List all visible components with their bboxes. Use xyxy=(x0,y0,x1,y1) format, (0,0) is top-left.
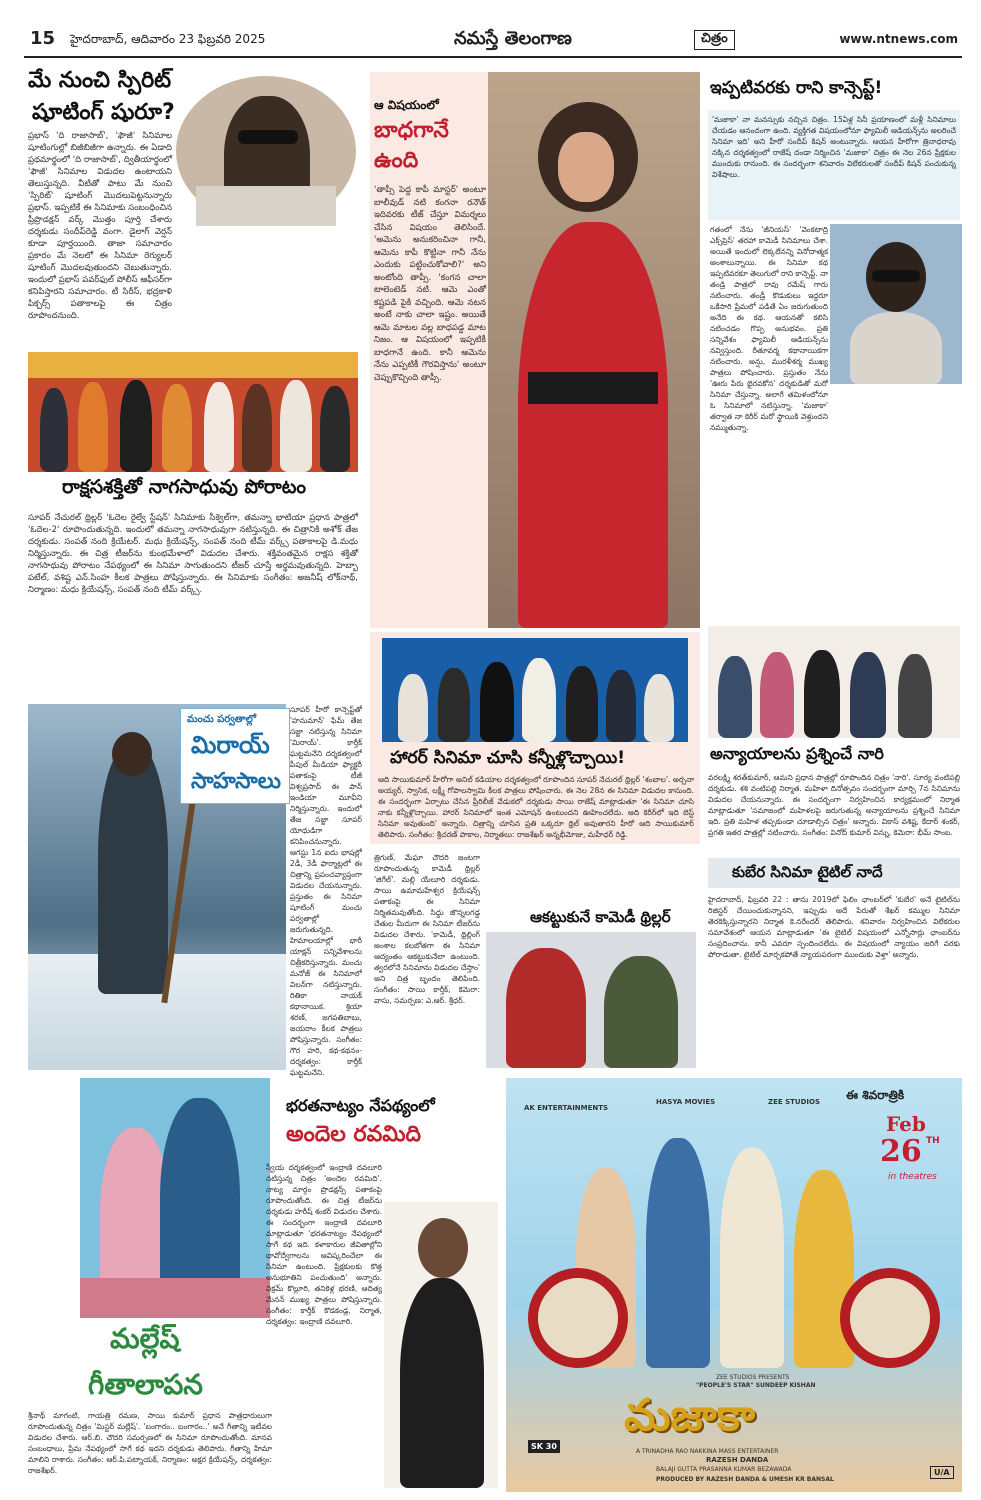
jigel-photo xyxy=(486,932,696,1068)
ad-producer: PRODUCED BY RAZESH DANDA & UMESH KR BANSAL xyxy=(656,1476,834,1483)
prabhas-photo xyxy=(176,76,356,226)
story-kubera-body: హైదరాబాద్, ఫిబ్రవరి 22 : తాను 2019లో ఫిలిం ఛాంబర్‌లో 'కుబేర' అనే టైటిల్‌ను రిజిస్టర్ చేయించుకున్నానని, ఇప్పుడు అదే పేరుతో శేఖర్ కమ్ముల సినిమా తెరకెక్కిస్తున్నారని నిర్మాత కె.నరేందర్ తెలిపారు. శనివారం నిర్వహించిన విలేకరుల సమావేశంలో ఆయన మాట్లాడుతూ 'ఈ టైటిల్ విషయంలో ఎన్నోసార్లు ఛాంబర్‌ను సంప్రదించాను. కానీ ఎవరూ స్పందించలేదు. ఈ విషయంలో న్యాయం జరిగే వరకు పోరాడుతా. టైటిల్ మార్చకపోతే న్యాయపరంగా ముందుకు వెళ్తా' అన్నారు. xyxy=(708,895,960,959)
kubera-headline-bar xyxy=(708,858,960,888)
story-sundeep-body: గతంలో నేను 'జీనియస్' 'వెంకటాద్రి ఎక్స్‌ప్రెస్' తరహా కామెడీ సినిమాలు చేశా. అయితే ఇందులో లెక్కలేనన్ని వినోదాత్మక అంశాలున్నాయి. ఈ సినిమా కథ ఇప్పటివరకూ తెలుగులో రాని కాన్సెప్ట్. నా తండ్రి పాత్రలో రావు రమేష్ గారు నటించారు. తండ్రీ కొడుకులు ఇద్దరూ ఒకేసారి ప్రేమలో పడితే ఏం జరుగుతుంది అనేది ఈ కథ. ఆయనతో కలిసి నటించడం గొప్ప అనుభవం. ప్రతి సన్నివేశం ఫ్యామిలీ ఆడియన్స్‌ను నవ్విస్తుంది. రీతూవర్మ కథానాయికగా నటించారు. అన్షు, మురళీశర్మ ముఖ్య పాత్రలు పోషించారు. ప్రస్తుతం నేను 'ఊరు పేరు భైరవకోన' దర్శకుడితో మరో సినిమా చేస్తున్నా. అలాగే తమిళంలోనూ ఓ సినిమాలో నటిస్తున్నా. 'మజాకా' తర్వాత నా కెరీర్ మరో స్థాయికి వెళ్తుందని నమ్ముతున్నా. xyxy=(710,225,828,432)
story-jigel xyxy=(370,852,700,1072)
story-odela xyxy=(24,352,362,698)
mirai-headline-2: మిరాయ్ xyxy=(191,731,270,759)
ad-release-suffix: TH xyxy=(926,1136,940,1146)
ad-studio-mid: HASYA MOVIES xyxy=(656,1098,716,1106)
story-sundeep xyxy=(706,72,962,624)
story-mirai-body: సూపర్ హీరో కాన్సెప్ట్‌తో 'హనుమాన్' ఫేమ్ తేజ సజ్జా నటిస్తున్న సినిమా 'మిరాయ్'. కార్తీక్ ఘట్టమనేని దర్శకత్వంలో పీపుల్ మీడియా ఫ్యాక్టరీ పతాకంపై టీజీ విశ్వప్రసాద్ ఈ పాన్ ఇండియా మూవీని నిర్మిస్తున్నారు. ఇందులో తేజ సజ్జా సూపర్ యోధుడిగా కనిపించనున్నారు. ఆగస్టు 1న ఐదు భాషల్లో 2డీ, 3డీ ఫార్మాట్లలో ఈ చిత్రాన్ని ప్రపంచవ్యాప్తంగా విడుదల చేయనున్నారు. ప్రస్తుతం ఈ సినిమా షూటింగ్ మంచు పర్వతాల్లో జరుగుతున్నది. హిమాలయాల్లో భారీ యాక్షన్ సన్నివేశాలను చిత్రీకరిస్తున్నారు. మంచు మనోజ్ ఈ సినిమాలో విలన్‌గా నటిస్తున్నారు. రితికా నాయక్ కథానాయిక. శ్రియా శరణ్, జగపతిబాబు, జయరాం కీలక పాత్రలు పోషిస్తున్నారు. సంగీతం: గౌర హరి, కథ-కథనం-దర్శకత్వం: కార్తీక్ ఘట్టమనేని. xyxy=(290,705,362,1077)
ad-drum-left xyxy=(528,1268,628,1368)
mirai-headline-1: మంచు పర్వతాల్లో xyxy=(187,714,257,725)
story-sundeep-headline: ఇప్పటివరకు రాని కాన్సెప్ట్! xyxy=(710,78,883,98)
ad-presents-1: ZEE STUDIOS PRESENTS xyxy=(716,1374,790,1381)
ad-festival: ఈ శివరాత్రికి xyxy=(846,1088,905,1102)
website-link[interactable]: www.ntnews.com xyxy=(839,32,958,46)
dateline: హైదరాబాద్, ఆదివారం 23 ఫిబ్రవరి 2025 xyxy=(70,32,266,46)
taapsee-quote-1: ఆ విషయంలో xyxy=(374,98,439,112)
ad-title: మజాకా xyxy=(624,1390,756,1441)
sundeep-photo xyxy=(830,224,962,384)
story-taapsee xyxy=(370,72,700,628)
mazaka-advertisement xyxy=(506,1078,962,1492)
masthead: నమస్తే తెలంగాణ xyxy=(454,28,572,49)
section-label: చిత్రం xyxy=(694,30,735,50)
story-jigel-body: త్రిగుణ్, మేఘా చౌదరి జంటగా రూపొందుతున్న కామెడీ థ్రిల్లర్ 'జిగేల్'. మల్లి యేలూరి దర్శకుడు. సాయి ఉమామహేశ్వర క్రియేషన్స్ పతాకంపై ఈ సినిమా నిర్మితమవుతోంది. సిద్దు జొన్నలగడ్డ చేతుల మీదుగా ఈ సినిమా టీజర్‌ను విడుదల చేశారు. 'కామెడీ, థ్రిల్లింగ్ అంశాల కలబోతగా ఈ సినిమా ఆద్యంతం ఆకట్టుకునేలా ఉంటుంది. త్వరలోనే సినిమాను విడుదల చేస్తాం' అని చిత్ర బృందం తెలిపింది. సంగీతం: సాయి కార్తీక్, కెమెరా: వాసు, సమర్పణ: ఎ.ఆర్. శ్రీధర్. xyxy=(374,853,480,1005)
story-odela-headline: రాక్షసశక్తితో నాగసాధువు పోరాటం xyxy=(62,476,307,498)
ad-cast-figure xyxy=(646,1138,710,1368)
story-naari-body: వరలక్ష్మి శరత్‌కుమార్, ఆమని ప్రధాన పాత్రల్లో రూపొందిన చిత్రం 'నారి'. సూర్య వంటిపల్లి దర్శకుడు. శశి వంటిపల్లి నిర్మాత. మహిళా దినోత్సవం సందర్భంగా మార్చి 7న సినిమాను విడుదల చేయనున్నారు. ఈ సందర్భంగా నిర్వహించిన కార్యక్రమంలో నిర్మాత మాట్లాడుతూ 'సమాజంలో మహిళలపై జరుగుతున్న అన్యాయాలను ప్రశ్నించే సినిమా ఇది. ప్రతి మహిళ తప్పకుండా చూడాల్సిన చిత్రం' అన్నారు. వికాస్ వశిష్ట, కేదార్ శంకర్, ప్రగతి ఇతర పాత్రల్లో నటించారు. సంగీతం: వినోద్ కుమార్ విన్ను, కెమెరా: భీమ్ సాంబ. xyxy=(708,773,960,837)
ad-studio-left: AK ENTERTAINMENTS xyxy=(524,1104,609,1112)
story-jigel-headline: ఆకట్టుకునే కామెడీ థ్రిల్లర్ xyxy=(530,908,671,926)
ad-drum-right xyxy=(840,1268,940,1368)
ad-credits-2: RAZESH DANDA xyxy=(706,1456,769,1464)
story-andela xyxy=(262,1072,500,1492)
page-header xyxy=(24,26,962,58)
taapsee-photo xyxy=(488,72,700,628)
story-mallesh-side-body xyxy=(28,1078,78,1408)
andela-headline-2: అందెల రవమిది xyxy=(286,1122,422,1147)
mallesh-headline-2: గీతాలాపన xyxy=(88,1368,203,1401)
story-shambhala-body: ఆది సాయికుమార్ హీరోగా అనిల్ కడియాల దర్శకత్వంలో రూపొందిన సూపర్ నేచురల్ థ్రిల్లర్ 'శంబాల'. అర్చనా అయ్యర్, స్వాసిక, లక్ష్మీ గోపాలస్వామి కీలక పాత్రలు పోషించారు. ఈ నెల 28న ఈ సినిమా విడుదల కానుంది. ఈ సందర్భంగా ఏర్పాటు చేసిన ప్రీరిలీజ్ వేడుకలో దర్శకుడు సాయి రాజేష్ మాట్లాడుతూ 'ఈ సినిమా చూసి నాకు కన్నీళ్లొచ్చాయి. హారర్ సినిమాలో ఇంత ఎమోషన్ ఉంటుందని ఊహించలేదు. ఆది కెరీర్‌లో ఇది బెస్ట్ సినిమా అవుతుంది' అన్నారు. చిత్రాన్ని చూసిన ప్రతి ఒక్కరూ థ్రిల్ అవుతారని హీరో ఆది సాయికుమార్ తెలిపారు. సంగీతం: శ్రీచరణ్ పాకాల, నిర్మాతలు: రాజశేఖర్ అన్నభీమోజు, మహీధర్ రెడ్డి. xyxy=(378,775,694,839)
ad-rating: U/A xyxy=(930,1466,954,1479)
taapsee-quote-3: ఉంది xyxy=(374,148,419,173)
mirai-headline-block xyxy=(180,708,290,804)
ad-credits-3: BALAJI GUTTA PRASANNA KUMAR BEZAWADA xyxy=(656,1466,792,1473)
story-spirit-body: ప్రభాస్ 'ది రాజాసాబ్', 'ఫౌజీ' సినిమాల షూటింగుల్లో బిజీబిజీగా ఉన్నారు. ఈ ఏడాది ప్రథమార్థంలో 'ది రాజాసాబ్', ద్వితీయార్థంలో 'ఫౌజీ' సినిమాల విడుదల ఉంటాయని తెలుస్తున్నది. వీటితో పాటు మే నుంచి 'స్పిరిట్' షూటింగ్ మొదలుపెట్టనున్నారు ప్రభాస్. ఇప్పటికే ఈ సినిమాకు సంబంధించిన ప్రీప్రొడక్షన్ వర్క్ మొత్తం పూర్తి చేశారు దర్శకుడు సందీప్‌రెడ్డి వంగా. డైలాగ్ వెర్షన్ కూడా పూర్తయింది. తాజా సమాచారం ప్రకారం మే నెలలో ఈ సినిమా రెగ్యులర్ షూటింగ్ మొదలవుతుందని చెబుతున్నారు. ఇందులో ప్రభాస్ పవర్‌ఫుల్ పోలీస్ ఆఫీసర్‌గా కనిపిస్తారని సమాచారం. టీ సిరీస్, భద్రకాళి పిక్చర్స్ పతాకాలపై ఈ చిత్రం రూపొందనుంది. xyxy=(28,131,172,321)
ad-studio-right: ZEE STUDIOS xyxy=(768,1098,820,1106)
story-kubera xyxy=(706,858,962,1062)
story-mallesh-body: శ్రీనాథ్ మాగంటి, గాయత్రి రమణ, సాయి కుమార్ ప్రధాన పాత్రధారులుగా రూపొందుతున్న చిత్రం 'మిస్టర్ మల్లేష్'. 'బంగారం.. బంగారం..' అనే గీతాన్ని ఇటీవల విడుదల చేశారు. ఆర్.బి. చౌదరి సమర్పణలో ఈ సినిమా రూపొందుతోంది. మానవ సంబంధాలు, ప్రేమ నేపథ్యంలో సాగే కథ ఇదని దర్శకుడు తెలిపారు. గీతాన్ని హేమా మాలిని రాశారు. సంగీతం: ఆర్.పి.పట్నాయక్, నిర్మాణం: అక్షర క్రియేషన్స్, దర్శకత్వం: రాజశేఖర్. xyxy=(28,1411,272,1475)
story-andela-body: స్వీయ దర్శకత్వంలో ఇంద్రాణి దవలూరి నటిస్తున్న చిత్రం 'అందెల రవమిది'. నాట్య మార్గం ప్రొడక్షన్స్ పతాకంపై రూపొందుతోంది. ఈ చిత్ర టీజర్‌ను దర్శకుడు హరీష్ శంకర్ విడుదల చేశారు. ఈ సందర్భంగా ఇంద్రాణి దవలూరి మాట్లాడుతూ 'భరతనాట్యం నేపథ్యంలో సాగే కథ ఇది. కళాకారుల జీవితాల్లోని భావోద్వేగాలను ఆవిష్కరించేలా ఈ సినిమా ఉంటుంది. ప్రేక్షకులకు కొత్త అనుభూతిని పంచుతుంది' అన్నారు. విక్రమ్ కొల్లూరి, తనికెళ్ల భరణి, ఆదిత్య మేనన్ ముఖ్య పాత్రలు పోషిస్తున్నారు. సంగీతం: కార్తీక్ కొడకండ్ల, నిర్మాత, దర్శకత్వం: ఇంద్రాణి దవలూరి. xyxy=(266,1163,382,1326)
andela-headline-1: భరతనాట్యం నేపథ్యంలో xyxy=(286,1096,435,1115)
ad-release-month: Feb xyxy=(886,1112,926,1136)
shambhala-team-photo xyxy=(382,638,688,742)
story-spirit-headline-1: మే నుంచి స్పిరిట్ xyxy=(28,68,172,93)
naari-team-photo xyxy=(708,626,960,738)
mallesh-headline-1: మల్లేష్ xyxy=(110,1322,180,1355)
mallesh-poster xyxy=(80,1078,270,1318)
story-mirai xyxy=(24,704,362,1077)
story-mallesh xyxy=(24,1078,274,1492)
story-spirit xyxy=(24,64,362,344)
story-sundeep-body-right xyxy=(834,388,960,620)
story-odela-body: సూపర్ నేచురల్ థ్రిల్లర్ 'ఓదెల రైల్వే స్టేషన్' సినిమాకు సీక్వెల్‌గా, తమన్నా భాటియా ప్రధాన పాత్రలో 'ఓదెల-2' రూపొందుతున్నది. ఇందులో తమన్నా నాగసాధువుగా నటిస్తున్నది. ఈ చిత్రానికి అశోక్ తేజ దర్శకుడు. సంపత్ నంది క్రియేటర్. మధు క్రియేషన్స్, సంపత్ నంది టీమ్ వర్క్స్ పతాకాలపై డి.మధు నిర్మిస్తున్నారు. ఈ చిత్ర టీజర్‌ను కుంభమేళాలో విడుదల చేశారు. శక్తివంతమైన రాక్షస శక్తితో నాగసాధువు పోరాటం నేపథ్యంలో ఈ సినిమా సాగుతుందని టీజర్ చూస్తే అర్థమవుతున్నది. హెబ్బా పటేల్, వశిష్ట ఎన్.సింహ కీలక పాత్రలు పోషిస్తున్నారు. ఈ సినిమాకు సంగీతం: అజనీష్ లోక్‌నాథ్, నిర్మాణం: మధు క్రియేషన్స్, సంపత్ నంది టీమ్ వర్క్స్. xyxy=(28,513,358,595)
page-number: 15 xyxy=(30,28,56,49)
ad-cast-figure xyxy=(720,1148,784,1368)
ad-presents-2: "PEOPLE'S STAR" SUNDEEP KISHAN xyxy=(696,1382,816,1389)
story-naari xyxy=(706,626,962,856)
ad-release-note: in theatres xyxy=(888,1172,937,1182)
ad-badge: SK 30 xyxy=(528,1440,560,1453)
story-taapsee-body: 'తాప్సీ పెద్ద కాపీ మాస్టర్' అంటూ బాలీవుడ్ నటి కంగనా రనౌత్ ఇదివరకు టీజ్ చేస్తూ విమర్శలు చేసిన విషయం తెలిసిందే. 'అమెను అనుకరించినా గానీ, ఆమెను కాపీ కొట్టినా గానీ నేను ఎందుకు పట్టించుకోవాలి?' అని అంటోంది తాప్సీ. 'కంగన చాలా టాలెంటెడ్ నటి. ఆమె ఎంతో కష్టపడి పైకి వచ్చింది. ఆమె నటన అంటే నాకు చాలా ఇష్టం. అయితే ఆమె మాటల వల్ల బాధపడ్డ మాట నిజం. ఆ విషయంలో ఇప్పటికీ బాధగానే ఉంది. కానీ ఆమెను నేను ఎప్పటికీ గౌరవిస్తాను' అంటూ చెప్పుకొచ్చింది తాప్సీ. xyxy=(374,185,486,383)
story-spirit-headline-2: షూటింగ్ షురూ? xyxy=(32,100,175,125)
story-sundeep-intro: 'మజాకా' నా మనస్సుకు నచ్చిన చిత్రం. 15ఏళ్ల సినీ ప్రయాణంలో మళ్లీ సినిమాలు చేయడం ఆనందంగా ఉంది. వ్యక్తిగత విషయంలోనూ ఫ్యామిలీ ఆడియన్స్‌ను అలరించే సినిమా ఇది' అని హీరో సందీప్ కిషన్ అంటున్నారు. ఆయన హీరోగా త్రినాధరావు నక్కిన దర్శకత్వంలో రాజేష్ దండా నిర్మించిన 'మజాకా' చిత్రం ఈ నెల 26న ప్రేక్షకుల ముందుకు రానుంది. ఈ సందర్భంగా శనివారం విలేకరులతో సందీప్ కిషన్ పంచుకున్న విశేషాలు. xyxy=(708,110,960,220)
story-shambhala-headline: హారర్ సినిమా చూసి కన్నీళ్లొచ్చాయి! xyxy=(390,748,625,768)
taapsee-quote-2: బాధగానే xyxy=(374,118,449,143)
odela-team-photo xyxy=(28,352,358,472)
mirai-headline-3: సాహసాలు xyxy=(191,769,281,794)
ad-release-day: 26 xyxy=(880,1134,922,1169)
story-shambhala xyxy=(370,632,700,844)
story-jigel-top-body xyxy=(482,852,696,898)
ad-credits-1: A TRINADHA RAO NAKKINA MASS ENTERTAINER xyxy=(636,1448,779,1455)
indrani-photo xyxy=(384,1202,498,1488)
story-naari-headline: అన్యాయాలను ప్రశ్నించే నారి xyxy=(710,744,884,763)
story-kubera-headline: కుబేర సినిమా టైటిల్ నాదే xyxy=(732,863,883,881)
